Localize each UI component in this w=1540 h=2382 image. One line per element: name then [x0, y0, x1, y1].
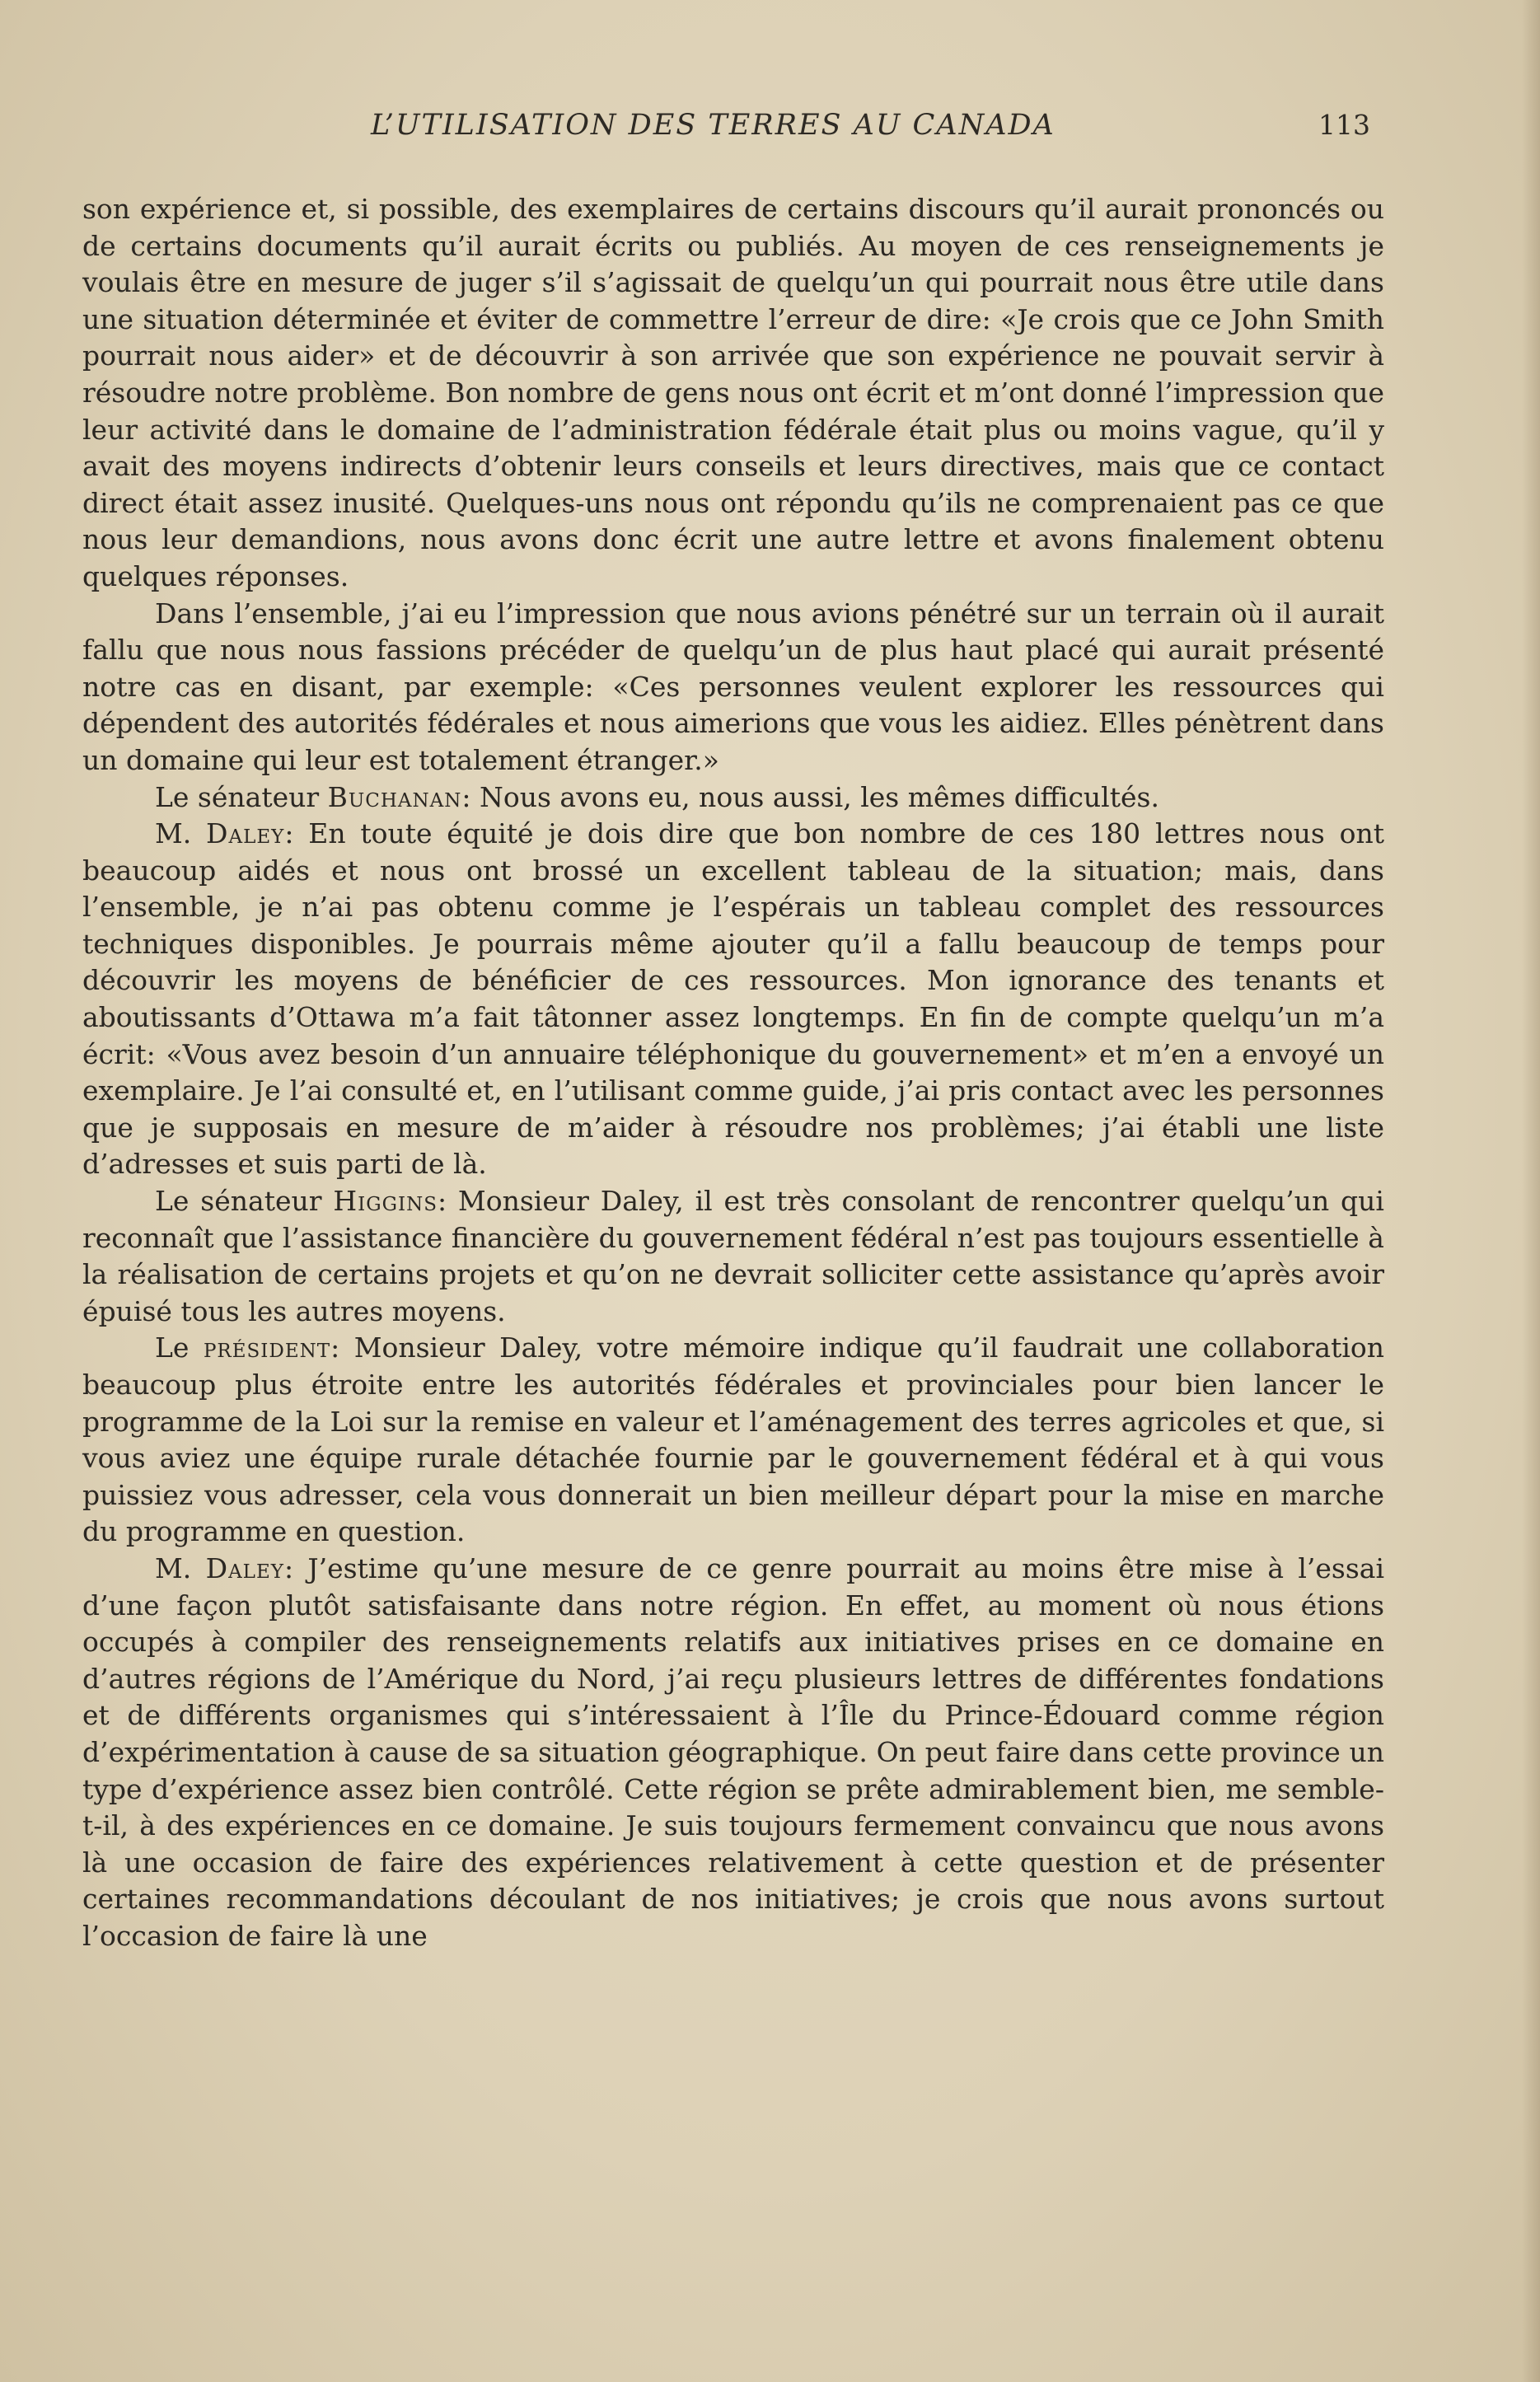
speaker-paragraph [82, 779, 1384, 817]
paragraph-text: : Monsieur Daley, votre mémoire indique qu’il faudrait une collaboration beaucoup plus étroite entre les autorités fédérales et provinciales pour bien lancer le programme de la Loi sur la remise en valeur et l’aménagement des terres agricoles et que, si vous aviez une équipe rurale détachée fournie par le gouvernement fédéral et à qui vous puissiez vous adresser, cela vous donnerait un bien meilleur départ pour la mise en marche du programme en question. [82, 1331, 1385, 1548]
paragraph-text: : En toute équité je dois dire que bon nombre de ces 180 lettres nous ont beaucoup aidés et nous ont brossé un excellent tableau de la situation; mais, dans l’ensemble, je n’ai pas obtenu comme je l’espérais un tableau complet des ressources techniques disponibles. Je pourrais même ajouter qu’il a fallu beaucoup de temps pour découvrir les moyens de bénéficier de ces ressources. Mon ignorance des tenants et aboutissants d’Ottawa m’a fait tâtonner assez longtemps. En fin de compte quelqu’un m’a écrit: «Vous avez besoin d’un annuaire téléphonique du gouvernement» et m’en a envoyé un exemplaire. Je l’ai consulté et, en l’utilisant comme guide, j’ai pris contact avec les personnes que je supposais en mesure de m’aider à résoudre nos problèmes; j’ai établi une liste d’adresses et suis parti de là. [82, 817, 1384, 1181]
speaker-name: Daley [205, 1551, 284, 1584]
paragraph [82, 596, 1384, 779]
speaker-name: Higgins [333, 1185, 438, 1218]
speaker-prefix: Le sénateur [155, 780, 328, 813]
body-text [82, 191, 1384, 1955]
page-header [0, 109, 1540, 158]
speaker-name: Daley [206, 817, 285, 850]
running-title: L’UTILISATION DES TERRES AU CANADA [371, 109, 1056, 142]
speaker-prefix: M. [155, 817, 207, 850]
paragraph-text: : J’estime qu’une mesure de ce genre pourrait au moins être mise à l’essai d’une façon plutôt satisfaisante dans notre région. En effet, au moment où nous étions occupés à compiler des renseignements relatifs aux initiatives prises en ce domaine en d’autres régions de l’Amérique du Nord, j’ai reçu plusieurs lettres de différentes fondations et de différents organismes qui s’intéressaient à l’Île du Prince-Édouard comme région d’expérimentation à cause de sa situation géographique. On peut faire dans cette province un type d’expérience assez bien contrôlé. Cette région se prête admirablement bien, me semble-t-il, à des expériences en ce domaine. Je suis toujours fermement convaincu que nous avons là une occasion de faire des expériences relativement à cette question et de présenter certaines recommandations découlant de nos initiatives; je crois que nous avons surtout l’occasion de faire là une [82, 1551, 1384, 1952]
speaker-prefix: Le [155, 1331, 204, 1364]
page-number: 113 [1318, 109, 1370, 141]
page-edge-shadow [1522, 0, 1540, 2382]
speaker-paragraph [82, 1183, 1384, 1330]
paragraph-text: : Monsieur Daley, il est très consolant de rencontrer quelqu’un qui reconnaît que l’assistance financière du gouvernement fédéral n’est pas toujours essentielle à la réalisation de certains projets et qu’on ne devrait solliciter cette assistance qu’après avoir épuisé tous les autres moyens. [82, 1185, 1384, 1327]
paragraph-text: son expérience et, si possible, des exemplaires de certains discours qu’il aurait prononcés ou de certains documents qu’il aurait écrits ou publiés. Au moyen de ces renseignements je voulais être en mesure de juger s’il s’agissait de quelqu’un qui pourrait nous être utile dans une situation déterminée et éviter de commettre l’erreur de dire: «Je crois que ce John Smith pourrait nous aider» et de découvrir à son arrivée que son expérience ne pouvait servir à résoudre notre problème. Bon nombre de gens nous ont écrit et m’ont donné l’impression que leur activité dans le domaine de l’administration fédérale était plus ou moins vague, qu’il y avait des moyens indirects d’obtenir leurs conseils et leurs directives, mais que ce contact direct était assez inusité. Quelques-uns nous ont répondu qu’ils ne comprenaient pas ce que nous leur demandions, nous avons donc écrit une autre lettre et avons finalement obtenu quelques réponses. [82, 193, 1384, 592]
speaker-name: Buchanan [327, 780, 462, 813]
speaker-prefix: Le sénateur [155, 1185, 334, 1218]
speaker-paragraph [82, 1551, 1384, 1955]
paragraph-text: Dans l’ensemble, j’ai eu l’impression que nous avions pénétré sur un terrain où il aurait fallu que nous nous fassions précéder de quelqu’un de plus haut placé qui aurait présenté notre cas en disant, par exemple: «Ces personnes veulent explorer les ressources qui dépendent des autorités fédérales et nous aimerions que vous les aidiez. Elles pénètrent dans un domaine qui leur est totalement étranger.» [82, 597, 1384, 776]
speaker-prefix: M. [155, 1551, 206, 1584]
paragraph-text: : Nous avons eu, nous aussi, les mêmes difficultés. [461, 780, 1159, 813]
speaker-paragraph [82, 1330, 1384, 1551]
speaker-name: président [203, 1331, 331, 1364]
paragraph [82, 191, 1384, 596]
speaker-paragraph [82, 816, 1384, 1183]
